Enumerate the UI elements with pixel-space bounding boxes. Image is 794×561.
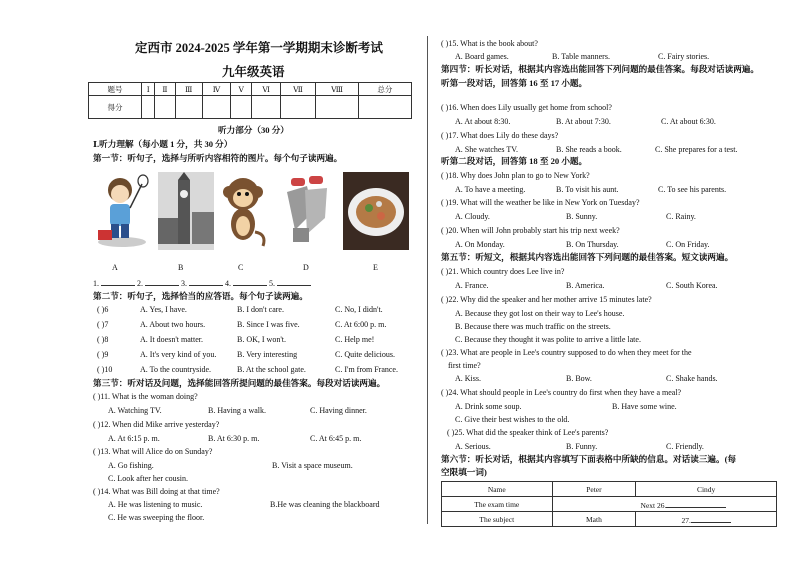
score-cell: Ⅶ: [280, 83, 315, 96]
score-cell: Ⅵ: [252, 83, 280, 96]
q16-option-c[interactable]: C. At about 6:30.: [661, 117, 716, 126]
option-a[interactable]: A. It's very kind of you.: [140, 350, 217, 359]
dialog-1-instruction: 听第一段对话，回答第 16 至 17 小题。: [441, 78, 588, 88]
option-b[interactable]: B. Since I was five.: [237, 320, 300, 329]
option-b[interactable]: B. At the school gate.: [237, 365, 306, 374]
q14-option-b[interactable]: B.He was cleaning the blackboard: [270, 500, 380, 509]
option-b[interactable]: B. I don't care.: [237, 305, 284, 314]
pic-label-b: B: [178, 263, 184, 272]
q12-option-c[interactable]: C. At 6:45 p. m.: [310, 434, 362, 443]
option-c[interactable]: C. No, I didn't.: [335, 305, 383, 314]
fill-blank-26[interactable]: [552, 497, 776, 512]
answer-blank[interactable]: [666, 499, 726, 508]
q24-option-c[interactable]: C. Give their best wishes to the old.: [455, 415, 570, 424]
q13-option-b[interactable]: B. Visit a space museum.: [272, 461, 353, 470]
q20-question: ( )20. When will John probably start his trip next week?: [441, 226, 620, 235]
option-c[interactable]: C. Help me!: [335, 335, 375, 344]
q21-question: ( )21. Which country does Lee live in?: [441, 267, 565, 276]
q21-option-b[interactable]: B. America.: [566, 281, 605, 290]
q19-option-a[interactable]: A. Cloudy.: [455, 212, 490, 221]
option-a[interactable]: A. Yes, I have.: [140, 305, 187, 314]
q19-option-b[interactable]: B. Sunny.: [566, 212, 598, 221]
answer-num: 3.: [181, 279, 187, 288]
score-header-row: [89, 83, 412, 96]
fill-header-cell: Cindy: [636, 482, 777, 497]
score-cell: Ⅳ: [202, 83, 230, 96]
pic-label-e: E: [373, 263, 378, 272]
score-blank[interactable]: [358, 96, 411, 119]
option-c[interactable]: C. At 6:00 p. m.: [335, 320, 387, 329]
question-number: ( )8: [97, 335, 109, 344]
score-table: [88, 82, 412, 119]
q14-option-c[interactable]: C. He was sweeping the floor.: [108, 513, 205, 522]
answer-blank[interactable]: [277, 277, 311, 286]
picture-e-food: [343, 172, 409, 250]
blank-number-26: Next 26.: [640, 500, 667, 510]
score-blank[interactable]: [175, 96, 202, 119]
question-number: ( )9: [97, 350, 109, 359]
score-cell: Ⅴ: [231, 83, 252, 96]
fill-header-row: [442, 482, 777, 497]
subsection-6-cont: 空限填一词): [441, 467, 487, 477]
q17-option-b[interactable]: B. She reads a book.: [556, 145, 622, 154]
subsection-6: 第六节：听长对话，根据其内容填写下面表格中所缺的信息。对话读三遍。(每: [441, 454, 737, 464]
q23-option-b[interactable]: B. Bow.: [566, 374, 592, 383]
fill-row-exam-time: [442, 497, 777, 512]
score-blank[interactable]: [202, 96, 230, 119]
q18-option-b[interactable]: B. To visit his aunt.: [556, 185, 619, 194]
q15-option-b[interactable]: B. Table manners.: [552, 52, 610, 61]
q16-option-a[interactable]: A. At about 8:30.: [455, 117, 511, 126]
q11-option-a[interactable]: A. Watching TV.: [108, 406, 162, 415]
picture-a-badminton-boy: [92, 172, 152, 250]
answer-blank[interactable]: [233, 277, 267, 286]
q12-question: ( )12. When did Mike arrive yesterday?: [93, 420, 220, 429]
q14-question: ( )14. What was Bill doing at that time?: [93, 487, 220, 496]
option-b[interactable]: B. Very interesting: [237, 350, 298, 359]
q20-option-a[interactable]: A. On Monday.: [455, 240, 505, 249]
answer-blank[interactable]: [101, 277, 135, 286]
pic-label-a: A: [112, 263, 118, 272]
answer-num: 4.: [225, 279, 231, 288]
q25-question: ( )25. What did the speaker think of Lee's parents?: [447, 428, 609, 437]
option-a[interactable]: A. It doesn't matter.: [140, 335, 203, 344]
q13-option-c[interactable]: C. Look after her cousin.: [108, 474, 188, 483]
q19-question: ( )19. What will the weather be like in New York on Tuesday?: [441, 198, 640, 207]
q17-question: ( )17. What does Lily do these days?: [441, 131, 559, 140]
score-cell: Ⅱ: [155, 83, 175, 96]
exam-subtitle: 九年级英语: [222, 65, 285, 79]
q13-question: ( )13. What will Alice do on Sunday?: [93, 447, 213, 456]
answer-blank[interactable]: [145, 277, 179, 286]
question-number: ( )6: [97, 305, 109, 314]
q11-option-c[interactable]: C. Having dinner.: [310, 406, 367, 415]
section-1-title: Ⅰ.听力理解（每小题 1 分，共 30 分）: [93, 139, 233, 149]
picture-b-big-ben: [158, 172, 214, 250]
fill-header-cell: Peter: [552, 482, 636, 497]
q20-option-b[interactable]: B. On Thursday.: [566, 240, 619, 249]
score-cell: Ⅰ: [142, 83, 155, 96]
q24-option-b[interactable]: B. Have some wine.: [612, 402, 677, 411]
option-c[interactable]: C. I'm from France.: [335, 365, 398, 374]
q24-option-a[interactable]: A. Drink some soup.: [455, 402, 522, 411]
listening-part-title: 听力部分（30 分）: [218, 125, 289, 135]
option-c[interactable]: C. Quite delicious.: [335, 350, 395, 359]
subsection-3: 第三节：听对话及问题，选择能回答所提问题的最佳答案。每段对话读两遍。: [93, 378, 386, 388]
q11-option-b[interactable]: B. Having a walk.: [208, 406, 266, 415]
q17-option-a[interactable]: A. She watches TV.: [455, 145, 519, 154]
q18-question: ( )18. Why does John plan to go to New York?: [441, 171, 590, 180]
q16-option-b[interactable]: B. At about 7:30.: [556, 117, 611, 126]
q25-option-a[interactable]: A. Serious.: [455, 442, 491, 451]
q19-option-c[interactable]: C. Rainy.: [666, 212, 696, 221]
q18-option-a[interactable]: A. To have a meeting.: [455, 185, 526, 194]
q21-option-c[interactable]: C. South Korea.: [666, 281, 718, 290]
q18-option-c[interactable]: C. To see his parents.: [658, 185, 727, 194]
picture-c-monkey: [219, 172, 269, 250]
q21-option-a[interactable]: A. France.: [455, 281, 489, 290]
fill-row-label: The subject: [442, 512, 553, 527]
q25-option-b[interactable]: B. Funny.: [566, 442, 598, 451]
pic-label-d: D: [303, 263, 309, 272]
q12-option-a[interactable]: A. At 6:15 p. m.: [108, 434, 160, 443]
q23-question-cont: first time?: [448, 361, 481, 370]
column-divider: [427, 36, 428, 524]
question-number: ( )10: [97, 365, 113, 374]
q23-option-a[interactable]: A. Kiss.: [455, 374, 482, 383]
q13-option-a[interactable]: A. Go fishing.: [108, 461, 154, 470]
blank-number-27: 27.: [681, 515, 691, 525]
fill-blank-27[interactable]: [636, 512, 777, 527]
score-blank[interactable]: [316, 96, 359, 119]
q17-option-c[interactable]: C. She prepares for a test.: [655, 145, 738, 154]
fill-header-cell: Name: [442, 482, 553, 497]
score-blank[interactable]: [252, 96, 280, 119]
q15-option-a[interactable]: A. Board games.: [455, 52, 509, 61]
q22-option-a[interactable]: A. Because they got lost on their way to Lee's house.: [455, 309, 625, 318]
q14-option-a[interactable]: A. He was listening to music.: [108, 500, 203, 509]
subsection-5: 第五节：听短文，根据其内容选出能回答下列问题的最佳答案。短文读两遍。: [441, 252, 734, 262]
exam-title: 定西市 2024-2025 学年第一学期期末诊断考试: [135, 41, 383, 55]
q15-option-c[interactable]: C. Fairy stories.: [658, 52, 710, 61]
subsection-2: 第二节：听句子，选择恰当的应答语。每个句子读两遍。: [93, 291, 308, 301]
answer-num: 1.: [93, 279, 99, 288]
score-blank[interactable]: [280, 96, 315, 119]
score-cell: 题号: [89, 83, 142, 96]
q16-question: ( )16. When does Lily usually get home from school?: [441, 103, 612, 112]
q15-question: ( )15. What is the book about?: [441, 39, 538, 48]
q25-option-c[interactable]: C. Friendly.: [666, 442, 704, 451]
option-b[interactable]: B. OK, I won't.: [237, 335, 286, 344]
q12-option-b[interactable]: B. At 6:30 p. m.: [208, 434, 260, 443]
answer-blank[interactable]: [189, 277, 223, 286]
score-cell: 总分: [358, 83, 411, 96]
option-a[interactable]: A. About two hours.: [140, 320, 206, 329]
q11-question: ( )11. What is the woman doing?: [93, 392, 198, 401]
option-a[interactable]: A. To the countryside.: [140, 365, 212, 374]
answer-num: 2.: [137, 279, 143, 288]
score-label: 得分: [89, 96, 142, 119]
fill-in-table: [441, 481, 777, 527]
q22-option-c[interactable]: C. Because they thought it was polite to arrive a little late.: [455, 335, 641, 344]
score-value-row: [89, 96, 412, 119]
q22-question: ( )22. Why did the speaker and her mother arrive 15 minutes late?: [441, 295, 652, 304]
fill-cell-math: Math: [552, 512, 636, 527]
question-number: ( )7: [97, 320, 109, 329]
picture-answer-line: [93, 277, 311, 289]
score-blank[interactable]: [155, 96, 175, 119]
fill-row-subject: [442, 512, 777, 527]
q22-option-b[interactable]: B. Because there was much traffic on the streets.: [455, 322, 611, 331]
answer-num: 5.: [269, 279, 275, 288]
score-blank[interactable]: [142, 96, 155, 119]
score-blank[interactable]: [231, 96, 252, 119]
pic-label-c: C: [238, 263, 244, 272]
subsection-1: 第一节：听句子，选择与所听内容相符的图片。每个句子读两遍。: [93, 153, 343, 163]
q20-option-c[interactable]: C. On Friday.: [666, 240, 710, 249]
fill-row-label: The exam time: [442, 497, 553, 512]
score-cell: Ⅷ: [316, 83, 359, 96]
subsection-4: 第四节：听长对话，根据其内容选出能回答下列问题的最佳答案。每段对话读两遍。: [441, 64, 759, 74]
picture-d-gloves: [283, 172, 331, 250]
dialog-2-instruction: 听第二段对话，回答第 18 至 20 小题。: [441, 156, 588, 166]
q23-question: ( )23. What are people in Lee's country supposed to do when they meet for the: [441, 348, 692, 357]
q24-question: ( )24. What should people in Lee's country do first when they have a meal?: [441, 388, 682, 397]
score-cell: Ⅲ: [175, 83, 202, 96]
q23-option-c[interactable]: C. Shake hands.: [666, 374, 718, 383]
answer-blank[interactable]: [691, 514, 731, 523]
